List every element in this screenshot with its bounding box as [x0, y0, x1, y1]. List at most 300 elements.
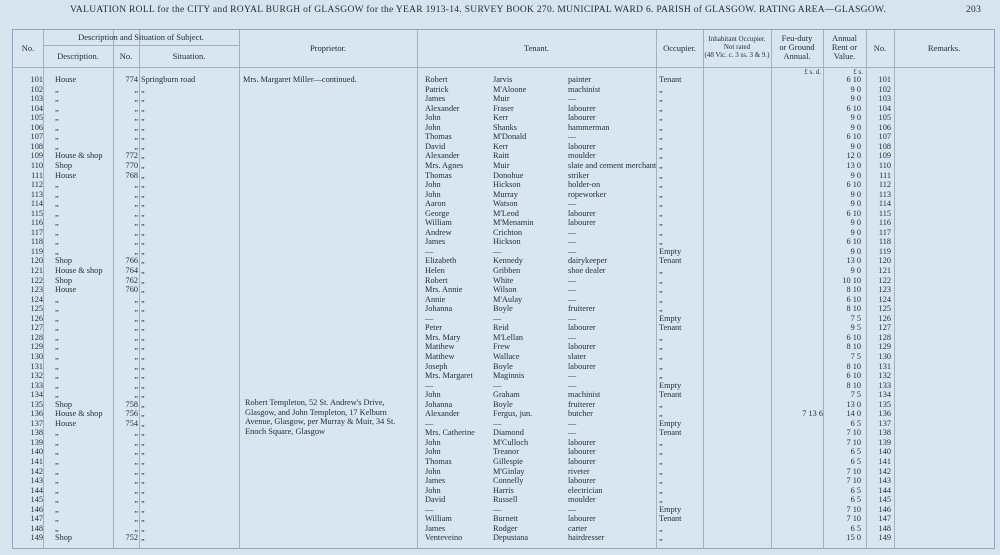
row-number-right: 149: [878, 533, 891, 543]
row-situation: „: [141, 275, 145, 285]
row-occupation: labourer: [568, 103, 596, 113]
row-situation: „: [141, 466, 145, 476]
header-inhabitant-line2: Not rated: [723, 43, 751, 51]
row-annual-rent: 6 10: [846, 180, 861, 190]
row-number-right: 124: [878, 294, 891, 304]
row-tenant-surname: Kerr: [493, 141, 509, 151]
row-situation: „: [141, 371, 145, 381]
currency-rent: £ s.: [853, 68, 863, 76]
row-number-right: 136: [878, 409, 891, 419]
row-tenant-surname: White: [493, 275, 514, 285]
row-occupation: riveter: [568, 466, 590, 476]
table-row: [13, 94, 994, 104]
row-occupation: electrician: [568, 485, 603, 495]
row-annual-rent: 8 10: [846, 342, 861, 352]
table-row: [13, 237, 994, 247]
table-row: [13, 75, 994, 85]
row-annual-rent: 9 5: [850, 323, 861, 333]
row-occupier-status: „: [659, 189, 663, 199]
header-rent-line3: Value.: [833, 51, 856, 61]
row-number-right: 141: [878, 457, 891, 466]
row-occupation: —: [568, 504, 577, 514]
row-number: 130: [30, 351, 43, 361]
row-description: House & shop: [55, 266, 103, 275]
running-header: [0, 5, 1000, 19]
row-tenant-forename: Robert: [425, 275, 448, 285]
row-number-right: 114: [878, 199, 891, 209]
row-tenant-forename: Mrs. Margaret: [425, 371, 473, 381]
row-occupation: dairykeeper: [568, 256, 608, 266]
header-feu-duty: [771, 34, 823, 61]
row-tenant-forename: John: [425, 189, 441, 199]
row-tenant-forename: John: [425, 466, 441, 476]
row-street-number: 764: [125, 266, 138, 275]
row-description: „: [55, 495, 59, 505]
row-occupation: hammerman: [568, 122, 610, 132]
row-annual-rent: 9 0: [850, 141, 861, 151]
row-number: 147: [30, 514, 43, 524]
table-row: [13, 333, 994, 343]
row-tenant-forename: John: [425, 180, 441, 190]
row-occupation: —: [568, 371, 577, 381]
row-tenant-surname: Boyle: [493, 361, 513, 371]
row-number-right: 104: [878, 103, 891, 113]
row-occupier-status: „: [659, 160, 663, 170]
row-tenant-surname: Depustana: [493, 533, 529, 543]
row-occupier-status: „: [659, 342, 663, 352]
row-annual-rent: 6 10: [846, 75, 861, 84]
row-situation: „: [141, 332, 145, 342]
row-situation: „: [141, 428, 145, 438]
row-street-number: „: [134, 447, 138, 457]
row-description: „: [55, 332, 59, 342]
row-number-right: 118: [878, 237, 891, 247]
row-situation: „: [141, 361, 145, 371]
row-number: 128: [30, 332, 43, 342]
row-tenant-forename: Aaron: [425, 199, 446, 209]
row-situation: „: [141, 160, 145, 170]
row-street-number: „: [134, 437, 138, 447]
row-number-right: 148: [878, 523, 891, 533]
row-annual-rent: 6 5: [850, 457, 861, 466]
row-number-right: 103: [878, 94, 891, 104]
row-occupier-status: Tenant: [659, 323, 682, 333]
row-occupier-status: „: [659, 466, 663, 476]
row-situation: „: [141, 208, 145, 218]
row-occupation: labourer: [568, 218, 596, 228]
row-street-number: „: [134, 428, 138, 438]
row-tenant-forename: Alexander: [425, 103, 460, 113]
row-street-number: „: [134, 332, 138, 342]
row-number-right: 125: [878, 304, 891, 314]
valuation-table: [12, 29, 995, 549]
row-number: 119: [30, 246, 43, 256]
row-number: 138: [30, 428, 43, 438]
row-situation: „: [141, 533, 145, 543]
row-tenant-forename: David: [425, 141, 446, 151]
table-row: [13, 218, 994, 228]
row-annual-rent: 13 0: [846, 160, 861, 170]
table-row: [13, 199, 994, 209]
row-occupation: fruiterer: [568, 399, 596, 409]
table-row: [13, 438, 994, 448]
row-number-right: 129: [878, 342, 891, 352]
row-annual-rent: 7 5: [850, 390, 861, 400]
row-situation: „: [141, 94, 145, 104]
row-street-number: 756: [125, 409, 138, 419]
row-street-number: 754: [125, 418, 138, 428]
row-description: „: [55, 351, 59, 361]
row-occupier-status: Tenant: [659, 428, 682, 438]
row-street-number: 760: [125, 285, 138, 295]
row-number-right: 121: [878, 266, 891, 275]
row-tenant-surname: Maginnis: [493, 371, 525, 381]
row-proprietor: Mrs. Margaret Miller—continued.: [243, 75, 357, 84]
row-occupier-status: „: [659, 94, 663, 104]
row-tenant-forename: Joseph: [425, 361, 448, 371]
row-number: 114: [30, 199, 43, 209]
row-situation: „: [141, 485, 145, 495]
header-no-right: No.: [873, 43, 887, 53]
row-number: 111: [31, 170, 43, 180]
row-description: „: [55, 246, 59, 256]
row-occupation: slate and cement merchant: [568, 160, 657, 170]
row-situation: „: [141, 437, 145, 447]
table-row: [13, 161, 994, 171]
row-tenant-surname: M'Menamin: [493, 218, 534, 228]
row-street-number: „: [134, 504, 138, 514]
row-number-right: 130: [878, 351, 891, 361]
row-occupier-status: „: [659, 170, 663, 180]
header-proprietor: Proprietor.: [309, 43, 347, 53]
row-number: 116: [30, 218, 43, 228]
row-street-number: „: [134, 476, 138, 486]
header-remarks: Remarks.: [927, 43, 961, 53]
row-occupation: —: [568, 294, 577, 304]
currency-feu: £ s. d.: [804, 68, 821, 76]
row-number-right: 105: [878, 113, 891, 123]
row-occupier-status: „: [659, 113, 663, 123]
row-tenant-forename: David: [425, 495, 446, 505]
row-situation: „: [141, 227, 145, 237]
row-occupier-status: „: [659, 485, 663, 495]
row-number-right: 133: [878, 380, 891, 390]
row-tenant-surname: Crichton: [493, 227, 523, 237]
row-tenant-forename: James: [425, 523, 446, 533]
row-number-right: 113: [878, 189, 891, 199]
table-row: [13, 256, 994, 266]
row-tenant-forename: Patrick: [425, 84, 449, 94]
row-description: „: [55, 523, 59, 533]
row-description: „: [55, 428, 59, 438]
row-number-right: 140: [878, 447, 891, 457]
row-description: Shop: [55, 399, 73, 409]
row-description: House & shop: [55, 151, 103, 161]
row-number-right: 145: [878, 495, 891, 505]
row-number-right: 135: [878, 399, 891, 409]
table-row: [13, 209, 994, 219]
row-occupier-status: „: [659, 285, 663, 295]
row-situation: „: [141, 304, 145, 314]
row-number-right: 112: [878, 180, 891, 190]
row-tenant-surname: Connelly: [493, 476, 524, 486]
header-situation: Situation.: [172, 51, 206, 61]
row-number-right: 122: [878, 275, 891, 285]
row-number-right: 115: [878, 208, 891, 218]
table-row: [13, 352, 994, 362]
row-occupation: labourer: [568, 437, 596, 447]
row-tenant-forename: Venteveino: [425, 533, 463, 543]
row-annual-rent: 8 10: [846, 304, 861, 314]
row-tenant-surname: M'Aulay: [493, 294, 523, 304]
row-description: House: [55, 170, 77, 180]
row-description: „: [55, 447, 59, 457]
row-tenant-forename: Elizabeth: [425, 256, 457, 266]
row-description: House: [55, 75, 77, 84]
row-tenant-forename: John: [425, 390, 441, 400]
row-annual-rent: 13 0: [846, 399, 861, 409]
row-occupation: —: [568, 428, 577, 438]
row-tenant-forename: —: [425, 313, 434, 323]
row-tenant-surname: Shanks: [493, 122, 517, 132]
table-row: [13, 247, 994, 257]
row-street-number: „: [134, 351, 138, 361]
table-row: [13, 314, 994, 324]
row-occupation: —: [568, 237, 577, 247]
row-annual-rent: 6 5: [850, 418, 861, 428]
row-occupier-status: „: [659, 84, 663, 94]
row-tenant-surname: M'Lellan: [493, 332, 524, 342]
row-number: 123: [30, 285, 43, 295]
row-tenant-surname: —: [493, 380, 502, 390]
row-street-number: „: [134, 495, 138, 505]
row-number: 122: [30, 275, 43, 285]
table-row: [13, 457, 994, 467]
row-tenant-forename: George: [425, 208, 450, 218]
table-row: [13, 428, 994, 438]
row-occupation: labourer: [568, 141, 596, 151]
row-tenant-forename: Matthew: [425, 351, 455, 361]
row-occupier-status: „: [659, 294, 663, 304]
row-street-number: „: [134, 361, 138, 371]
row-number-right: 128: [878, 332, 891, 342]
row-occupier-status: „: [659, 495, 663, 505]
table-row: [13, 447, 994, 457]
table-row: [13, 171, 994, 181]
row-number: 148: [30, 523, 43, 533]
row-tenant-forename: Alexander: [425, 409, 460, 419]
table-row: [13, 400, 994, 410]
row-street-number: 762: [125, 275, 138, 285]
row-situation: „: [141, 323, 145, 333]
row-description: „: [55, 304, 59, 314]
row-annual-rent: 9 0: [850, 122, 861, 132]
row-street-number: „: [134, 523, 138, 533]
row-description: „: [55, 180, 59, 190]
row-number: 132: [30, 371, 43, 381]
row-number: 135: [30, 399, 43, 409]
row-street-number: 752: [125, 533, 138, 543]
row-tenant-forename: —: [425, 504, 434, 514]
row-street-number: „: [134, 466, 138, 476]
row-description: „: [55, 485, 59, 495]
row-occupier-status: „: [659, 437, 663, 447]
row-occupation: labourer: [568, 208, 596, 218]
header-description: Description.: [57, 51, 99, 61]
row-occupier-status: Tenant: [659, 256, 682, 266]
row-number: 142: [30, 466, 43, 476]
row-annual-rent: 6 10: [846, 332, 861, 342]
row-street-number: „: [134, 208, 138, 218]
row-number: 101: [30, 75, 43, 84]
row-situation: „: [141, 170, 145, 180]
row-annual-rent: 9 0: [850, 266, 861, 275]
header-inhabitant: [703, 35, 771, 59]
row-occupation: butcher: [568, 409, 593, 419]
row-description: „: [55, 361, 59, 371]
row-number-right: 107: [878, 132, 891, 142]
row-tenant-surname: —: [493, 313, 502, 323]
row-street-number: 770: [125, 160, 138, 170]
row-tenant-forename: —: [425, 246, 434, 256]
row-number: 143: [30, 476, 43, 486]
row-number-right: 126: [878, 313, 891, 323]
row-number: 108: [30, 141, 43, 151]
row-annual-rent: 6 10: [846, 237, 861, 247]
row-occupation: —: [568, 313, 577, 323]
row-occupation: labourer: [568, 447, 596, 457]
row-number-right: 102: [878, 84, 891, 94]
row-number-right: 127: [878, 323, 891, 333]
row-street-number: 774: [125, 75, 138, 84]
row-tenant-surname: Diamond: [493, 428, 524, 438]
row-tenant-surname: Muir: [493, 160, 510, 170]
row-tenant-surname: Jarvis: [493, 75, 513, 84]
row-tenant-forename: Matthew: [425, 342, 455, 352]
row-number: 136: [30, 409, 43, 419]
row-number-right: 109: [878, 151, 891, 161]
row-description: „: [55, 313, 59, 323]
row-description: Shop: [55, 533, 73, 543]
table-row: [13, 276, 994, 286]
row-tenant-forename: Robert: [425, 75, 448, 84]
row-street-number: „: [134, 371, 138, 381]
row-street-number: „: [134, 246, 138, 256]
row-number: 139: [30, 437, 43, 447]
header-no: No.: [21, 43, 35, 53]
row-number: 118: [30, 237, 43, 247]
row-description: „: [55, 84, 59, 94]
row-situation: „: [141, 266, 145, 275]
row-annual-rent: 6 5: [850, 495, 861, 505]
row-tenant-surname: Fergus, jun.: [493, 409, 533, 419]
row-number: 141: [30, 457, 43, 466]
row-tenant-forename: James: [425, 476, 446, 486]
row-occupation: —: [568, 94, 577, 104]
row-occupier-status: Tenant: [659, 75, 682, 84]
row-tenant-surname: Wallace: [493, 351, 520, 361]
row-tenant-forename: Mrs. Mary: [425, 332, 461, 342]
row-tenant-surname: Frew: [493, 342, 511, 352]
table-row: [13, 533, 994, 543]
row-number-right: 134: [878, 390, 891, 400]
row-occupier-status: Empty: [659, 418, 682, 428]
row-occupation: labourer: [568, 113, 596, 123]
row-number-right: 101: [878, 75, 891, 84]
row-situation: „: [141, 122, 145, 132]
row-tenant-surname: M'Culloch: [493, 437, 529, 447]
row-tenant-forename: Helen: [425, 266, 445, 275]
row-occupier-status: „: [659, 523, 663, 533]
table-row: [13, 419, 994, 429]
table-row: [13, 371, 994, 381]
row-description: House: [55, 418, 77, 428]
row-street-number: „: [134, 94, 138, 104]
row-occupation: —: [568, 246, 577, 256]
row-tenant-surname: Murray: [493, 189, 518, 199]
row-description: „: [55, 218, 59, 228]
row-annual-rent: 8 10: [846, 361, 861, 371]
row-annual-rent: 6 10: [846, 103, 861, 113]
row-annual-rent: 7 5: [850, 351, 861, 361]
row-street-number: „: [134, 218, 138, 228]
row-tenant-surname: M'Aloone: [493, 84, 527, 94]
row-street-number: „: [134, 514, 138, 524]
row-number-right: 111: [879, 170, 891, 180]
table-row: [13, 304, 994, 314]
row-occupation: labourer: [568, 361, 596, 371]
table-row: [13, 505, 994, 515]
row-situation: „: [141, 199, 145, 209]
row-description: „: [55, 208, 59, 218]
row-situation: „: [141, 132, 145, 142]
header-description-group: Description and Situation of Subject.: [78, 32, 204, 42]
row-number: 106: [30, 122, 43, 132]
row-tenant-forename: William: [425, 218, 452, 228]
row-tenant-forename: Thomas: [425, 457, 452, 466]
row-street-number: 758: [125, 399, 138, 409]
row-tenant-surname: Rodger: [493, 523, 518, 533]
row-tenant-surname: —: [493, 504, 502, 514]
row-situation: „: [141, 218, 145, 228]
row-tenant-surname: Muir: [493, 94, 510, 104]
row-number-right: 142: [878, 466, 891, 476]
row-number: 125: [30, 304, 43, 314]
row-street-number: „: [134, 380, 138, 390]
row-number: 133: [30, 380, 43, 390]
row-number: 145: [30, 495, 43, 505]
row-occupation: ropeworker: [568, 189, 607, 199]
row-occupier-status: „: [659, 218, 663, 228]
row-occupier-status: „: [659, 275, 663, 285]
row-street-number: „: [134, 180, 138, 190]
row-tenant-forename: —: [425, 380, 434, 390]
row-description: „: [55, 103, 59, 113]
row-tenant-forename: John: [425, 113, 441, 123]
table-row: [13, 476, 994, 486]
row-occupation: labourer: [568, 342, 596, 352]
header-feu-line1: Feu-duty: [781, 33, 813, 43]
row-street-number: „: [134, 132, 138, 142]
row-description: „: [55, 132, 59, 142]
row-description: „: [55, 122, 59, 132]
row-occupation: hairdresser: [568, 533, 605, 543]
row-tenant-forename: Thomas: [425, 170, 452, 180]
row-street-number: „: [134, 122, 138, 132]
row-occupier-status: „: [659, 533, 663, 543]
table-row: [13, 295, 994, 305]
row-occupier-status: „: [659, 227, 663, 237]
